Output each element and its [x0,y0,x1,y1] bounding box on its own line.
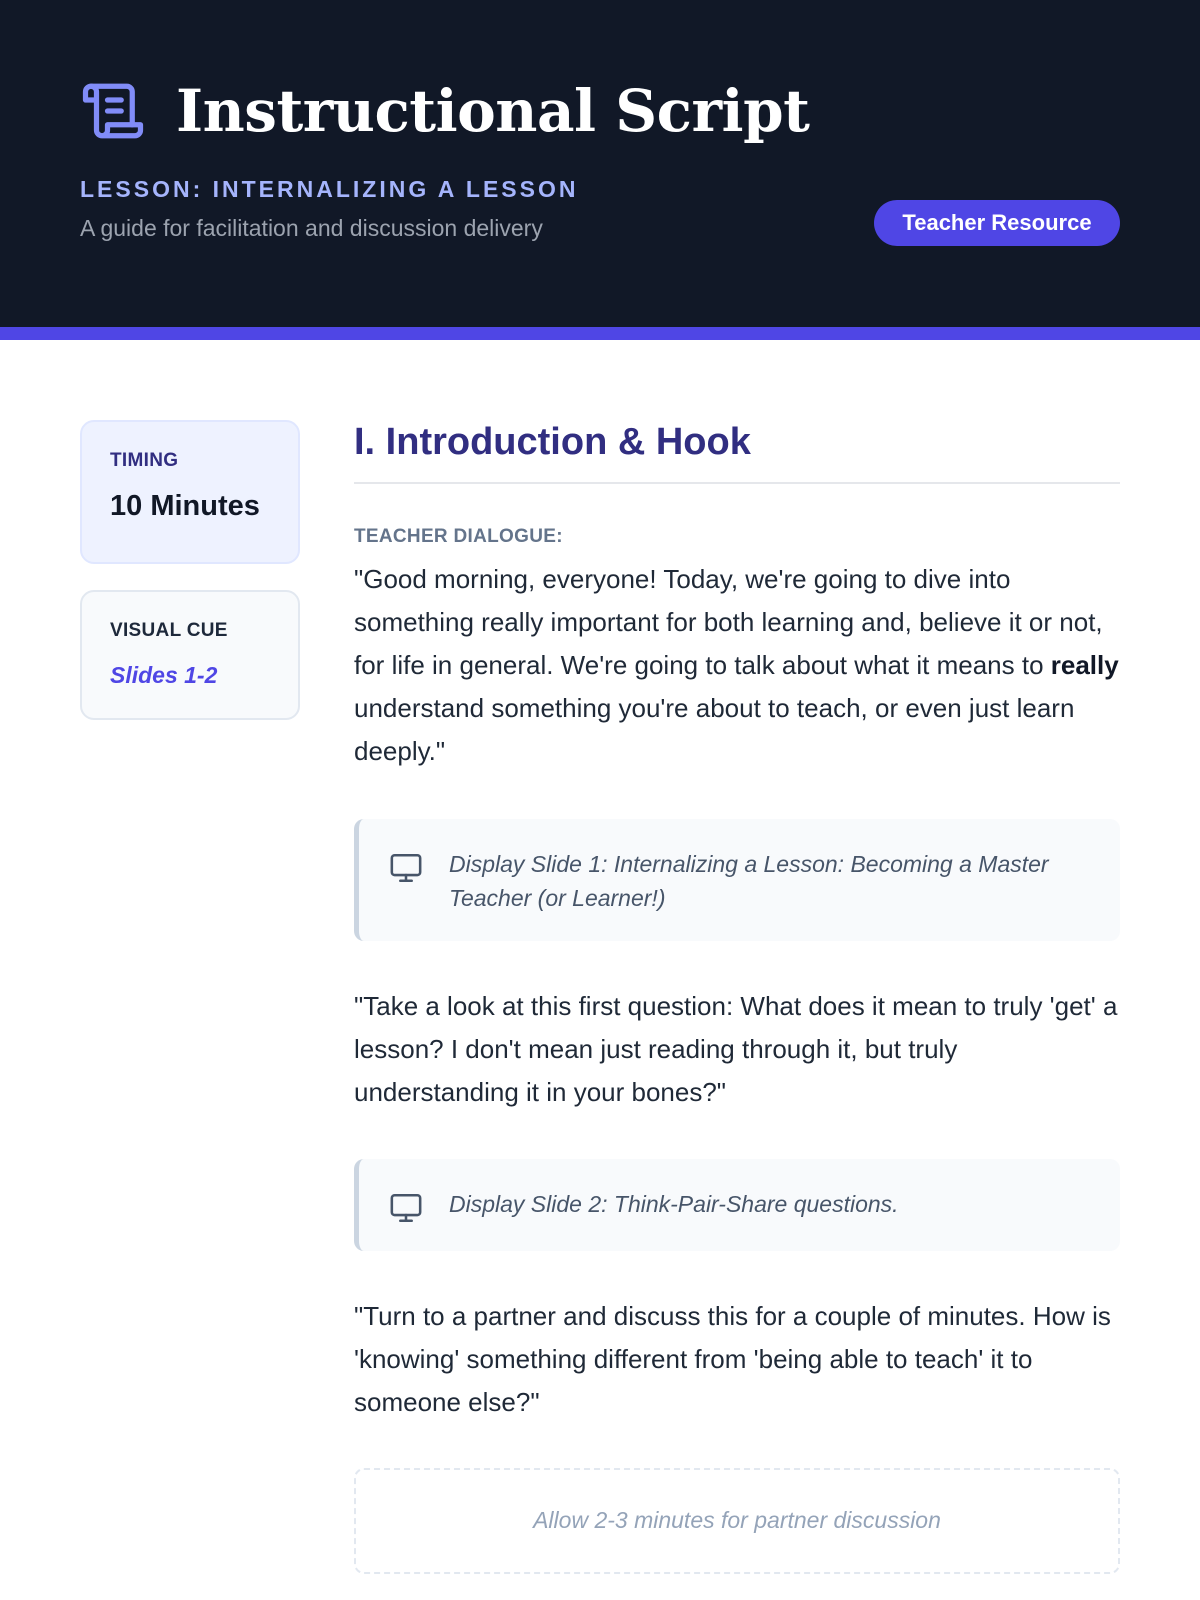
timing-card [80,420,300,564]
dialogue-text: "Good morning, everyone! Today, we're going to dive into something really important for both learning and, believe it or not, for life in general. We're going to talk about what it means to [354,563,1103,680]
dialogue-paragraph-3: "Turn to a partner and discuss this for a couple of minutes. How is 'knowing' something different from 'being able to teach' it to someone else?" [354,1300,1111,1417]
timing-label: TIMING [110,450,179,471]
page-subtitle: A guide for facilitation and discussion delivery [80,215,543,241]
section-title: I. Introduction & Hook [354,420,1120,484]
visual-cue-value: Slides 1-2 [110,662,218,688]
dialogue-paragraph-2: "Take a look at this first question: What does it mean to truly 'get' a lesson? I don't mean just reading through it, but truly understanding it in your bones?" [354,990,1118,1107]
timing-value: 10 Minutes [110,490,260,522]
header-accent-bar [0,327,1200,340]
discussion-time-note: Allow 2-3 minutes for partner discussion [354,1468,1120,1574]
scroll-icon [80,78,146,144]
visual-cue-card [80,590,300,720]
page-title: Instructional Script [176,77,810,145]
page-header [0,0,1200,327]
teacher-resource-badge: Teacher Resource [874,200,1120,246]
emphasis-text: really [1050,649,1119,680]
slide-cue-2 [354,1159,1120,1251]
dialogue-paragraph-1 [354,558,1120,773]
monitor-icon [389,1191,423,1225]
monitor-icon [389,851,423,885]
lesson-label: LESSON: INTERNALIZING A LESSON [80,176,579,202]
slide-cue-1 [354,819,1120,941]
slide-cue-text: Display Slide 2: Think-Pair-Share questions. [449,1190,899,1217]
main-content [354,420,1120,1574]
slide-cue-text: Display Slide 1: Internalizing a Lesson: Becoming a Master Teacher (or Learner!) [449,850,1049,911]
title-row [80,78,809,144]
dialogue-text: understand something you're about to teach, or even just learn deeply." [354,692,1075,766]
teacher-dialogue-label: TEACHER DIALOGUE: [354,525,563,547]
visual-cue-label: VISUAL CUE [110,620,228,641]
